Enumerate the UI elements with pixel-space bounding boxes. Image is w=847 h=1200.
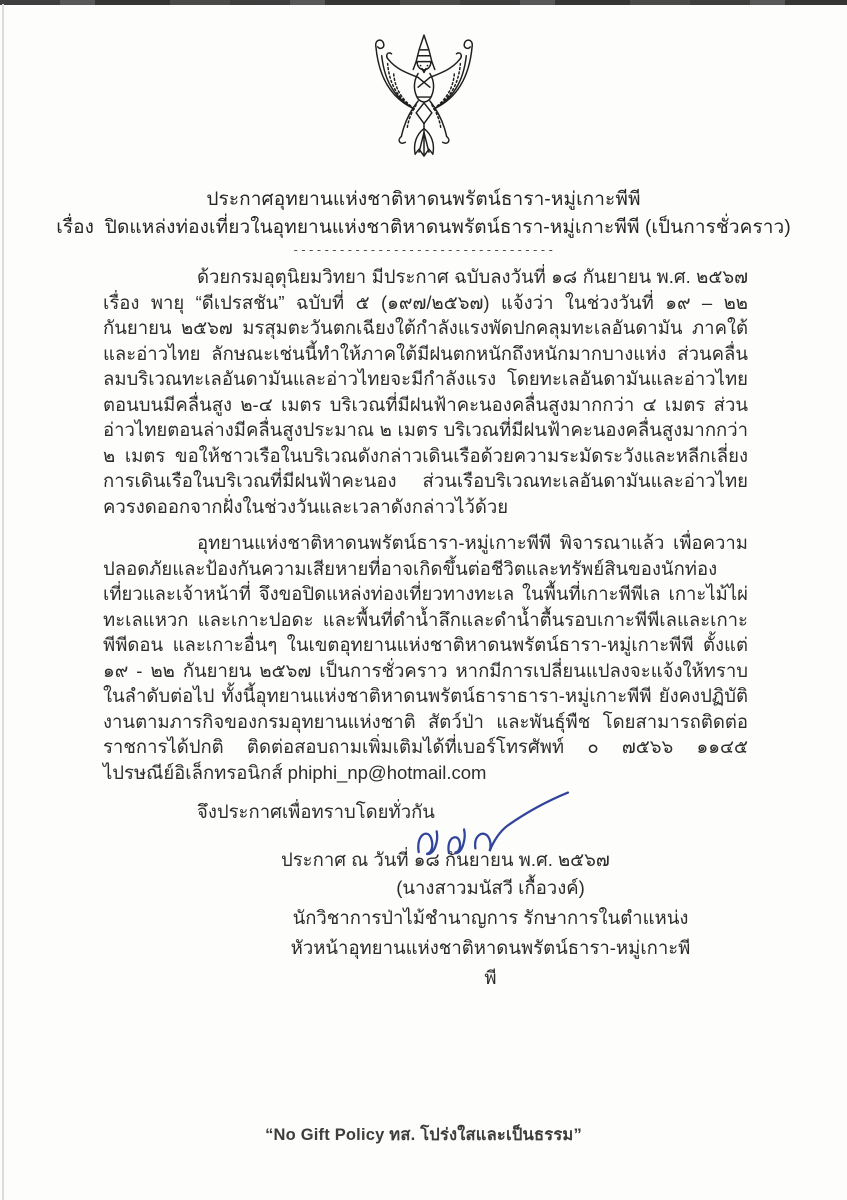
signer-position-line2: หัวหน้าอุทยานแห่งชาติหาดนพรัตน์ธารา-หมู่เกาะพีพี bbox=[290, 937, 691, 988]
handwritten-signature bbox=[403, 786, 578, 871]
paragraph-closure-details: อุทยานแห่งชาติหาดนพรัตน์ธารา-หมู่เกาะพีพี พิจารณาแล้ว เพื่อความปลอดภัยและป้องกันความเสียหายที่อาจเกิดขึ้นต่อชีวิตและทรัพย์สินของนักท่องเที่ยวและเจ้าหน้าที่ จึงขอปิดแหล่งท่องเที่ยวทางทะเล ในพื้นที่เกาะพีพีเล เกาะไม้ไผ่ ทะเลแหวก และเกาะปอดะ และพื้นที่ดำน้ำลึกและดำน้ำตื้นรอบเกาะพีพีเลและเกาะพีพีดอน และเกาะอื่นๆ ในเขตอุทยานแห่งชาติหาดนพรัตน์ธารา-หมู่เกาะพีพี ตั้งแต่ ๑๙ - ๒๒ กันยายน ๒๕๖๗ เป็นการชั่วคราว หากมีการเปลี่ยนแปลงจะแจ้งให้ทราบในลำดับต่อไป ทั้งนี้อุทยานแห่งชาติหาดนพรัตน์ธาราธารา-หมู่เกาะพีพี ยังคงปฏิบัติงานตามภารกิจของกรมอุทยานแห่งชาติ สัตว์ป่า และพันธุ์พืช โดยสามารถติดต่อราชการได้ปกติ ติดต่อสอบถามเพิ่มเติมได้ที่เบอร์โทรศัพท์ ๐ ๗๕๖๖ ๑๑๔๕ ไปรษณีย์อิเล็กทรอนิกส์ phiphi_np@hotmail.com bbox=[103, 532, 748, 783]
scan-artifact-top-edge bbox=[0, 0, 847, 5]
paragraph-storm-warning: ด้วยกรมอุตุนิยมวิทยา มีประกาศ ฉบับลงวันที่ ๑๘ กันยายน พ.ศ. ๒๕๖๗ เรื่อง พายุ “ดีเปรสชัน” ฉบับที่ ๕ (๑๙๗/๒๕๖๗) แจ้งว่า ในช่วงวันที่ ๑๙ – ๒๒ กันยายน ๒๕๖๗ มรสุมตะวันตกเฉียงใต้กำลังแรงพัดปกคลุมทะเลอันดามัน ภาคใต้ และอ่าวไทย ลักษณะเช่นนี้ทำให้ภาคใต้มีฝนตกหนักถึงหนักมากบางแห่ง ส่วนคลื่นลมบริเวณทะเลอันดามันและอ่าวไทยจะมีกำลังแรง โดยทะเลอันดามันและอ่าวไทยตอนบนมีคลื่นสูง ๒-๔ เมตร บริเวณที่มีฝนฟ้าคะนองคลื่นสูงมากกว่า ๔ เมตร ส่วนอ่าวไทยตอนล่างมีคลื่นสูงประมาณ ๒ เมตร บริเวณที่มีฝนฟ้าคะนองคลื่นสูงมากกว่า ๒ เมตร ขอให้ชาวเรือในบริเวณดังกล่าวเดินเรือด้วยความระมัดระวังและหลีกเลี่ยงการเดินเรือในบริเวณที่มีฝนฟ้าคะนอง ส่วนเรือบริเวณทะเลอันดามันและอ่าวไทยควรงดออกจากฝั่งในช่วงวันและเวลาดังกล่าวไว้ด้วย bbox=[103, 266, 748, 517]
footer-no-gift-policy: “No Gift Policy ทส. โปร่งใสและเป็นธรรม” bbox=[265, 1126, 582, 1144]
announcement-body bbox=[103, 264, 748, 872]
announcement-subject: เรื่อง ปิดแหล่งท่องเที่ยวในอุทยานแห่งชาติหาดนพรัตน์ธารา-หมู่เกาะพีพี (เป็นการชั่วคราว) bbox=[56, 217, 791, 238]
closing-line: จึงประกาศเพื่อทราบโดยทั่วกัน bbox=[197, 801, 435, 822]
signer-name: (นางสาวมนัสวี เกื้อวงค์) bbox=[396, 877, 585, 898]
dashed-separator: ---------------------------------- bbox=[292, 243, 555, 257]
garuda-emblem-icon bbox=[365, 30, 483, 172]
announcement-title: ประกาศอุทยานแห่งชาติหาดนพรัตน์ธารา-หมู่เกาะพีพี bbox=[206, 189, 641, 210]
signature-block bbox=[288, 786, 693, 993]
issued-date-line: ประกาศ ณ วันที่ ๑๘ กันยายน พ.ศ. ๒๕๖๗ bbox=[281, 848, 610, 870]
signer-position-line1: นักวิชาการป่าไม้ชำนาญการ รักษาการในตำแหน่ง bbox=[292, 907, 689, 928]
